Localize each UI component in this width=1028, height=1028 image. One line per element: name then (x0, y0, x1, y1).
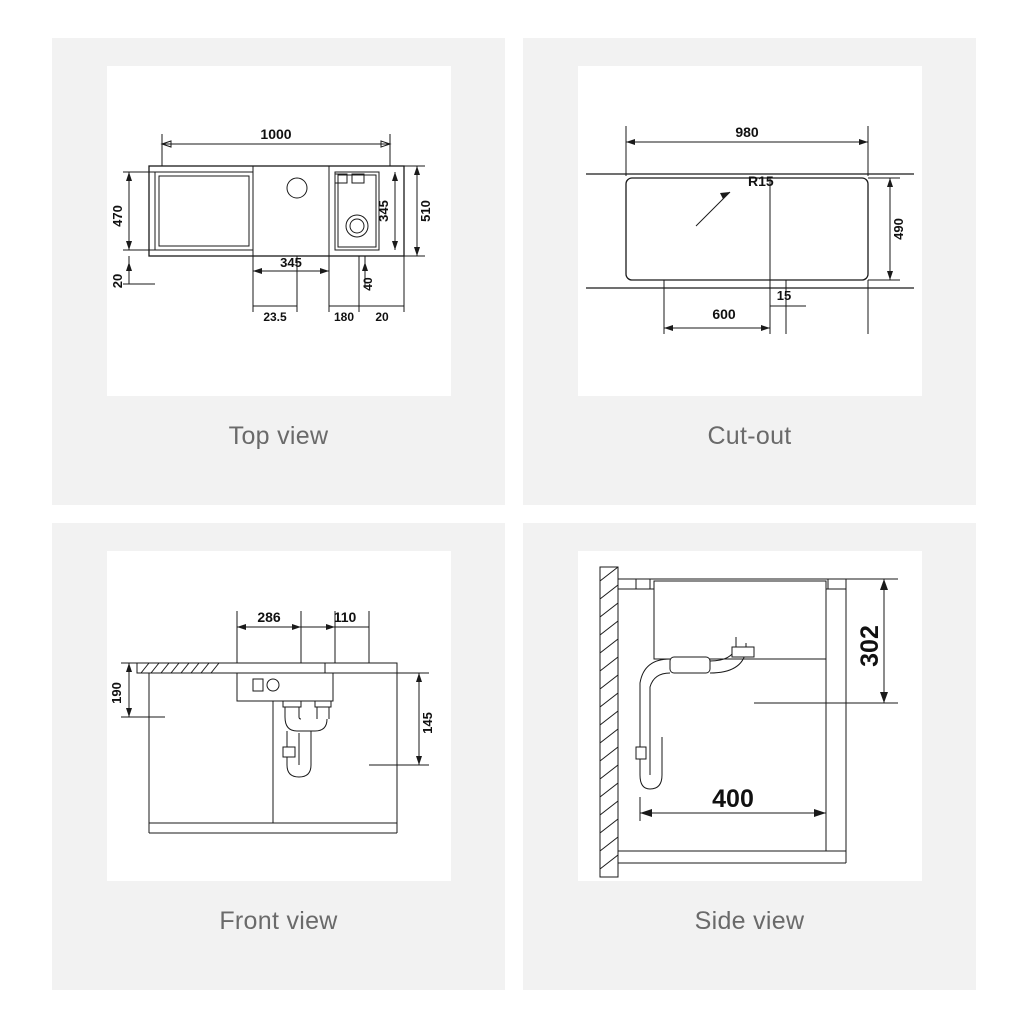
svg-text:R15: R15 (747, 173, 774, 189)
caption-top-view: Top view (228, 422, 329, 450)
panel-front-view (52, 523, 505, 990)
svg-text:1000: 1000 (259, 126, 292, 142)
svg-text:15: 15 (776, 288, 791, 303)
svg-text:510: 510 (417, 200, 433, 222)
side-view-canvas (578, 551, 922, 881)
caption-side-view: Side view (694, 907, 805, 935)
svg-text:180: 180 (333, 310, 354, 324)
svg-text:145: 145 (419, 712, 435, 734)
panel-top-view (52, 38, 505, 505)
svg-text:490: 490 (890, 218, 906, 240)
svg-text:110: 110 (333, 609, 356, 625)
front-view-canvas (107, 551, 451, 881)
panel-side-view (523, 523, 976, 990)
svg-text:23.5: 23.5 (262, 310, 287, 324)
svg-text:345: 345 (279, 255, 302, 270)
svg-text:40: 40 (360, 277, 375, 291)
caption-front-view: Front view (219, 907, 338, 935)
svg-text:980: 980 (734, 124, 759, 140)
panel-cut-out (523, 38, 976, 505)
top-view-canvas (107, 66, 451, 396)
svg-text:345: 345 (375, 200, 391, 222)
svg-text:286: 286 (256, 609, 281, 625)
caption-cut-out: Cut-out (707, 422, 792, 450)
cut-out-canvas (578, 66, 922, 396)
svg-text:400: 400 (711, 785, 754, 813)
svg-text:20: 20 (109, 273, 125, 289)
svg-text:600: 600 (711, 306, 736, 322)
svg-text:20: 20 (374, 310, 389, 324)
svg-text:190: 190 (108, 682, 124, 704)
svg-text:302: 302 (855, 625, 884, 667)
svg-text:470: 470 (109, 205, 125, 227)
